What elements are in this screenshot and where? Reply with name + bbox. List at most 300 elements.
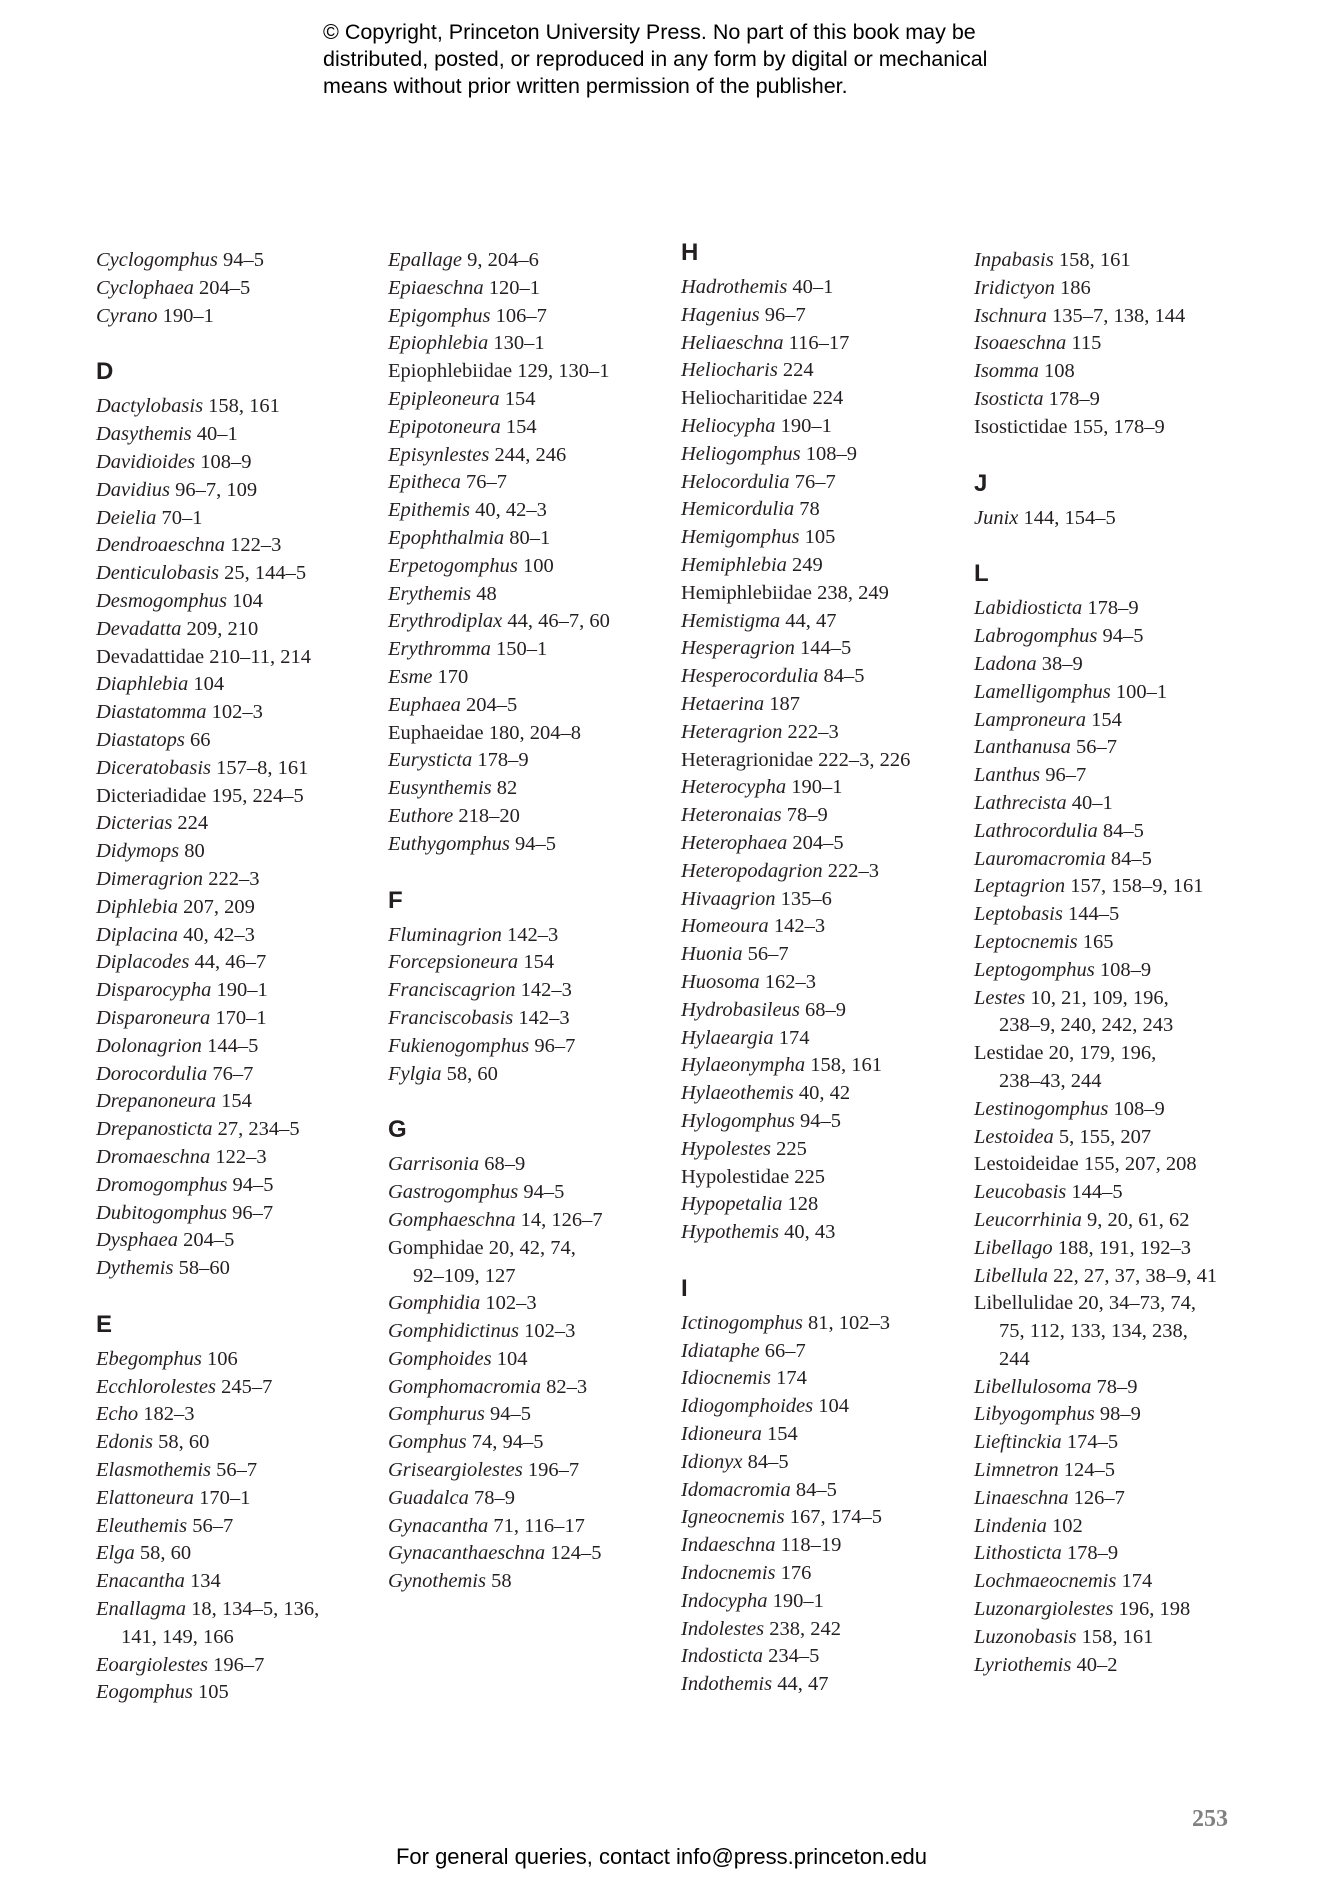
genus-entry <box>388 664 673 692</box>
genus-entry <box>974 623 1259 651</box>
entry-pages: 20, 179, 196, <box>1048 1042 1157 1065</box>
family-entry <box>388 720 673 748</box>
entry-name: Enallagma <box>96 1598 186 1621</box>
entry-pages: 40–1 <box>1071 791 1113 814</box>
genus-entry <box>388 1346 673 1374</box>
genus-entry <box>388 747 673 775</box>
entry-name: Epithemis <box>388 499 470 522</box>
genus-entry <box>681 302 966 330</box>
entry-name: Hesperocordulia <box>681 665 819 688</box>
entry-pages: 124–5 <box>1063 1459 1116 1482</box>
entry-name: Inpabasis <box>974 249 1054 271</box>
entry-pages: 108–9 <box>1113 1097 1165 1120</box>
entry-pages: 222–3 <box>208 867 260 890</box>
entry-pages: 196–7 <box>213 1653 265 1676</box>
entry-name: Heteropodagrion <box>681 859 823 882</box>
entry-name: Gomphurus <box>388 1403 485 1426</box>
entry-name: Dicteriadidae <box>96 784 207 807</box>
genus-entry <box>681 1616 966 1644</box>
entry-pages: 71, 116–17 <box>493 1514 585 1537</box>
genus-entry <box>681 524 966 552</box>
genus-entry <box>96 421 381 449</box>
genus-entry <box>96 1033 381 1061</box>
genus-entry <box>388 247 673 275</box>
entry-name: Isosticta <box>974 387 1044 410</box>
family-entry <box>388 358 673 386</box>
genus-entry <box>96 810 381 838</box>
entry-name: Eurysticta <box>388 749 473 772</box>
letter-heading: H <box>681 239 699 266</box>
entry-name: Hylaeothemis <box>681 1082 794 1105</box>
entry-pages: 40, 42 <box>798 1082 851 1105</box>
genus-entry <box>96 1088 381 1116</box>
entry-name: Limnetron <box>974 1459 1059 1482</box>
genus-entry <box>974 1457 1259 1485</box>
entry-name: Libellulosoma <box>974 1375 1092 1398</box>
genus-entry <box>974 762 1259 790</box>
entry-pages: 115 <box>1071 332 1102 355</box>
genus-entry <box>974 818 1259 846</box>
entry-pages: 209, 210 <box>186 617 259 640</box>
entry-pages: 48 <box>476 582 497 605</box>
entry-pages: 118–19 <box>780 1534 842 1557</box>
entry-pages: 80 <box>184 840 205 863</box>
entry-name: Forcepsioneura <box>388 951 519 974</box>
entry-name: Garrisonia <box>388 1153 480 1176</box>
genus-entry <box>974 1263 1259 1291</box>
genus-entry <box>388 525 673 553</box>
genus-entry <box>974 595 1259 623</box>
entry-pages: 84–5 <box>1110 847 1152 870</box>
entry-pages: 58–60 <box>178 1257 230 1280</box>
entry-name: Hydrobasileus <box>681 998 800 1021</box>
entry-pages: 96–7, 109 <box>175 478 258 501</box>
entry-pages: 222–3 <box>787 720 839 743</box>
entry-name: Heliogomphus <box>681 442 801 465</box>
entry-pages: 238, 249 <box>817 581 889 604</box>
entry-pages: 104 <box>496 1347 528 1370</box>
entry-pages: 96–7 <box>534 1034 576 1057</box>
entry-pages: 84–5 <box>1102 819 1144 842</box>
genus-entry <box>388 497 673 525</box>
entry-pages: 94–5 <box>514 832 556 855</box>
entry-name: Lanthanusa <box>974 736 1071 759</box>
entry-name: Heterocypha <box>681 776 787 799</box>
entry-pages: 40, 42–3 <box>475 499 547 522</box>
genus-entry <box>388 1033 673 1061</box>
genus-entry <box>681 1588 966 1616</box>
entry-pages: 18, 134–5, 136, <box>191 1598 320 1621</box>
entry-name: Epigomphus <box>388 304 491 327</box>
entry-pages: 224 <box>177 812 209 835</box>
genus-entry <box>681 357 966 385</box>
genus-entry <box>681 969 966 997</box>
genus-entry <box>681 413 966 441</box>
entry-name: Epiaeschna <box>388 276 484 299</box>
genus-entry <box>681 496 966 524</box>
entry-name: Elga <box>96 1542 135 1565</box>
entry-pages: 144–5 <box>800 637 852 660</box>
entry-pages: 142–3 <box>507 923 559 946</box>
genus-entry <box>974 929 1259 957</box>
genus-entry <box>388 1207 673 1235</box>
entry-name: Ictinogomphus <box>681 1311 803 1334</box>
entry-name: Erythemis <box>388 582 472 605</box>
entry-name: Hagenius <box>681 303 760 326</box>
entry-pages: 176 <box>780 1562 812 1585</box>
genus-entry <box>96 1172 381 1200</box>
entry-pages: 105 <box>804 526 836 549</box>
entry-pages: 68–9 <box>804 998 846 1021</box>
genus-entry <box>974 1401 1259 1429</box>
entry-pages: 178–9 <box>1066 1542 1119 1565</box>
entry-name: Episynlestes <box>388 443 490 466</box>
genus-entry <box>681 830 966 858</box>
entry-pages: 245–7 <box>221 1375 273 1398</box>
entry-pages: 154 <box>505 415 537 438</box>
index-column-3 <box>681 239 966 1699</box>
entry-pages: 40–2 <box>1076 1653 1118 1676</box>
genus-entry <box>974 1596 1259 1624</box>
genus-entry <box>681 441 966 469</box>
entry-pages: 108–9 <box>1099 958 1152 981</box>
genus-entry <box>96 532 381 560</box>
genus-entry <box>681 330 966 358</box>
entry-name: Fylgia <box>388 1062 442 1085</box>
genus-entry <box>681 1449 966 1477</box>
entry-pages: 78 <box>799 498 820 521</box>
entry-name: Diplacina <box>96 923 178 946</box>
entry-name: Cyrano <box>96 304 158 327</box>
genus-entry <box>974 846 1259 874</box>
genus-entry <box>974 901 1259 929</box>
entry-pages: 102–3 <box>211 701 263 724</box>
entry-pages-continued: 244 <box>999 1347 1030 1370</box>
entry-pages: 124–5 <box>550 1542 602 1565</box>
entry-pages: 25, 144–5 <box>224 562 307 585</box>
entry-pages: 174 <box>776 1367 807 1390</box>
genus-entry <box>96 1116 381 1144</box>
entry-pages: 154 <box>221 1090 252 1113</box>
entry-pages: 44, 46–7, 60 <box>507 610 610 633</box>
genus-entry <box>388 977 673 1005</box>
entry-pages: 154 <box>766 1423 798 1446</box>
entry-name: Fluminagrion <box>388 923 502 946</box>
entry-name: Idiogomphoides <box>681 1395 814 1418</box>
entry-pages-continued: 238–43, 244 <box>999 1069 1102 1092</box>
genus-entry <box>96 1374 381 1402</box>
entry-name: Euthore <box>388 804 454 827</box>
entry-pages: 40, 43 <box>784 1221 836 1244</box>
entry-name: Gomphomacromia <box>388 1375 541 1398</box>
genus-entry <box>388 1540 673 1568</box>
entry-pages: 170–1 <box>215 1006 267 1029</box>
entry-name: Epipotoneura <box>388 415 501 438</box>
entry-pages: 84–5 <box>795 1478 837 1501</box>
entry-pages: 84–5 <box>823 665 865 688</box>
entry-name: Dendroaeschna <box>96 534 226 557</box>
family-entry <box>681 1164 966 1192</box>
genus-entry <box>681 1477 966 1505</box>
genus-entry <box>388 1485 673 1513</box>
genus-entry <box>96 1255 381 1283</box>
entry-name: Edonis <box>96 1431 153 1454</box>
genus-entry <box>96 1652 381 1680</box>
entry-name: Isomma <box>974 360 1039 383</box>
letter-heading: E <box>96 1310 113 1338</box>
family-entry <box>681 747 966 775</box>
entry-pages: 104 <box>193 673 225 696</box>
entry-pages: 167, 174–5 <box>789 1506 882 1529</box>
entry-name: Huosoma <box>681 970 760 993</box>
genus-entry <box>681 1393 966 1421</box>
genus-entry <box>974 1179 1259 1207</box>
entry-pages: 40–1 <box>196 423 238 446</box>
entry-name: Diplacodes <box>96 951 190 974</box>
entry-pages: 96–7 <box>764 303 806 326</box>
entry-pages: 128 <box>787 1193 819 1216</box>
entry-name: Linaeschna <box>974 1486 1069 1509</box>
entry-pages: 74, 94–5 <box>471 1431 544 1454</box>
genus-entry <box>96 247 381 275</box>
genus-entry <box>388 581 673 609</box>
entry-name: Lestes <box>974 986 1026 1009</box>
index-column-4 <box>974 247 1259 1679</box>
entry-pages: 120–1 <box>488 276 541 299</box>
entry-name: Euphaeidae <box>388 721 484 744</box>
entry-name: Ebegomphus <box>96 1347 202 1370</box>
entry-name: Homeoura <box>681 915 769 938</box>
genus-entry <box>681 1421 966 1449</box>
entry-pages: 165 <box>1082 930 1114 953</box>
copyright-line: distributed, posted, or reproduced in any form by digital or mechanical <box>323 47 988 71</box>
family-entry <box>974 1151 1259 1179</box>
entry-pages: 142–3 <box>520 979 572 1002</box>
entry-name: Leucorrhinia <box>974 1208 1082 1231</box>
entry-pages: 94–5 <box>1102 625 1144 648</box>
genus-entry <box>681 1643 966 1671</box>
genus-entry <box>388 1374 673 1402</box>
entry-pages: 106 <box>207 1347 238 1370</box>
index-column-1 <box>96 247 381 1707</box>
entry-pages: 9, 204–6 <box>467 249 539 271</box>
genus-entry <box>974 275 1259 303</box>
entry-pages: 104 <box>818 1395 849 1418</box>
footer-contact: For general queries, contact info@press.princeton.edu <box>395 1844 928 1869</box>
genus-entry <box>388 922 673 950</box>
entry-pages: 144–5 <box>207 1034 259 1057</box>
entry-name: Heterophaea <box>681 831 788 854</box>
entry-pages: 135–7, 138, 144 <box>1052 304 1186 327</box>
genus-entry <box>974 734 1259 762</box>
letter-heading: L <box>974 560 989 588</box>
entry-name: Dythemis <box>96 1257 174 1280</box>
entry-pages: 210–11, 214 <box>209 645 312 668</box>
entry-name: Epipleoneura <box>388 387 500 410</box>
entry-pages: 225 <box>794 1165 826 1188</box>
entry-pages: 170–1 <box>199 1486 251 1509</box>
entry-pages: 154 <box>1091 708 1122 731</box>
genus-entry <box>96 1679 381 1707</box>
genus-entry <box>974 358 1259 386</box>
entry-pages: 134 <box>189 1570 221 1593</box>
entry-pages: 96–7 <box>1045 764 1087 787</box>
entry-name: Hylogomphus <box>681 1109 795 1132</box>
entry-pages: 100–1 <box>1115 680 1168 703</box>
entry-pages: 58, 60 <box>446 1062 498 1085</box>
entry-pages: 190–1 <box>780 414 832 437</box>
entry-pages: 154 <box>523 951 555 974</box>
entry-name: Didymops <box>96 840 180 863</box>
letter-heading: J <box>974 469 988 497</box>
genus-entry <box>681 1080 966 1108</box>
genus-entry <box>681 1219 966 1247</box>
genus-entry <box>96 727 381 755</box>
genus-entry <box>681 635 966 663</box>
entry-pages: 94–5 <box>222 249 264 271</box>
entry-pages: 157, 158–9, 161 <box>1070 875 1204 898</box>
entry-name: Dubitogomphus <box>96 1201 227 1224</box>
entry-name: Davidius <box>96 478 171 501</box>
entry-name: Dorocordulia <box>96 1062 208 1085</box>
entry-name: Guadalca <box>388 1486 469 1509</box>
entry-name: Diphlebia <box>96 895 178 918</box>
genus-entry <box>388 330 673 358</box>
genus-entry <box>388 1318 673 1346</box>
genus-entry <box>974 1096 1259 1124</box>
entry-name: Devadattidae <box>96 645 205 668</box>
entry-name: Hemiphlebiidae <box>681 581 812 604</box>
entry-name: Indaeschna <box>681 1534 776 1557</box>
letter-heading: I <box>681 1274 688 1302</box>
genus-entry <box>96 275 381 303</box>
genus-entry <box>681 552 966 580</box>
family-entry <box>974 1290 1259 1373</box>
genus-entry <box>96 560 381 588</box>
entry-name: Libyogomphus <box>974 1403 1095 1426</box>
entry-pages: 76–7 <box>794 470 836 493</box>
entry-name: Elattoneura <box>96 1486 194 1509</box>
entry-name: Hypopetalia <box>681 1193 783 1216</box>
entry-name: Dasythemis <box>96 423 192 446</box>
entry-name: Indolestes <box>681 1617 765 1640</box>
entry-name: Idiataphe <box>681 1339 760 1362</box>
entry-name: Igneocnemis <box>681 1506 785 1529</box>
genus-entry <box>96 393 381 421</box>
genus-entry <box>96 1005 381 1033</box>
entry-name: Cyclogomphus <box>96 249 218 271</box>
genus-entry <box>388 553 673 581</box>
entry-pages: 207, 209 <box>183 895 255 918</box>
genus-entry <box>681 663 966 691</box>
entry-pages: 56–7 <box>192 1514 234 1537</box>
entry-pages: 98–9 <box>1099 1403 1141 1426</box>
genus-entry <box>96 699 381 727</box>
genus-entry <box>974 386 1259 414</box>
entry-name: Cyclophaea <box>96 276 194 299</box>
entry-name: Lestidae <box>974 1042 1044 1065</box>
genus-entry <box>974 1429 1259 1457</box>
entry-pages: 196, 198 <box>1118 1598 1191 1621</box>
entry-name: Lanthus <box>974 764 1041 787</box>
family-entry <box>681 580 966 608</box>
entry-pages: 157–8, 161 <box>216 756 309 779</box>
entry-name: Heliocypha <box>681 414 776 437</box>
entry-name: Iridictyon <box>974 276 1055 299</box>
entry-name: Hesperagrion <box>681 637 795 660</box>
entry-name: Hemigomphus <box>681 526 800 549</box>
entry-name: Diastatops <box>96 728 185 751</box>
entry-pages: 174–5 <box>1066 1431 1119 1454</box>
genus-entry <box>681 858 966 886</box>
entry-pages: 96–7 <box>232 1201 274 1224</box>
entry-name: Gomphaeschna <box>388 1208 516 1231</box>
entry-pages: 76–7 <box>212 1062 254 1085</box>
genus-entry <box>96 949 381 977</box>
genus-entry <box>388 1005 673 1033</box>
entry-pages: 102 <box>1052 1514 1083 1537</box>
genus-entry <box>388 414 673 442</box>
entry-pages: 190–1 <box>772 1589 824 1612</box>
genus-entry <box>96 449 381 477</box>
genus-entry <box>96 922 381 950</box>
entry-pages: 38–9 <box>1041 652 1083 675</box>
entry-name: Lestoideidae <box>974 1153 1079 1176</box>
entry-name: Huonia <box>681 943 743 966</box>
entry-name: Erythromma <box>388 638 491 661</box>
entry-pages: 154 <box>504 387 536 410</box>
genus-entry <box>96 1540 381 1568</box>
entry-name: Erythrodiplax <box>388 610 503 633</box>
entry-name: Eusynthemis <box>388 777 492 800</box>
genus-entry <box>681 1310 966 1338</box>
genus-entry <box>96 1144 381 1172</box>
entry-pages: 204–5 <box>183 1229 235 1252</box>
entry-pages: 126–7 <box>1073 1486 1125 1509</box>
entry-name: Lamelligomphus <box>974 680 1111 703</box>
genus-entry <box>388 1568 673 1596</box>
genus-entry <box>974 1207 1259 1235</box>
entry-name: Drepanosticta <box>96 1118 213 1141</box>
genus-entry <box>388 275 673 303</box>
entry-pages: 44, 46–7 <box>194 951 267 974</box>
entry-pages-continued: 141, 149, 166 <box>121 1625 234 1648</box>
entry-pages: 158, 161 <box>810 1054 882 1077</box>
entry-name: Elasmothemis <box>96 1459 212 1482</box>
genus-entry <box>96 588 381 616</box>
genus-entry <box>681 1191 966 1219</box>
genus-entry <box>974 873 1259 901</box>
genus-entry <box>974 1540 1259 1568</box>
copyright-line: © Copyright, Princeton University Press. No part of this book may be <box>323 20 976 44</box>
entry-name: Heteragrionidae <box>681 748 814 771</box>
entry-name: Heliocharis <box>681 359 778 382</box>
entry-name: Libellago <box>974 1236 1053 1259</box>
entry-pages: 158, 161 <box>1058 249 1131 271</box>
genus-entry <box>681 886 966 914</box>
entry-pages: 249 <box>792 553 823 576</box>
genus-entry <box>974 1124 1259 1152</box>
genus-entry <box>388 608 673 636</box>
entry-pages: 108 <box>1044 360 1075 383</box>
entry-name: Labrogomphus <box>974 625 1098 648</box>
entry-pages: 5, 155, 207 <box>1058 1125 1152 1148</box>
entry-pages: 234–5 <box>768 1645 820 1668</box>
entry-pages: 80–1 <box>509 526 551 549</box>
genus-entry <box>388 1151 673 1179</box>
entry-pages: 40–1 <box>792 276 834 298</box>
entry-name: Heteragrion <box>681 720 783 743</box>
